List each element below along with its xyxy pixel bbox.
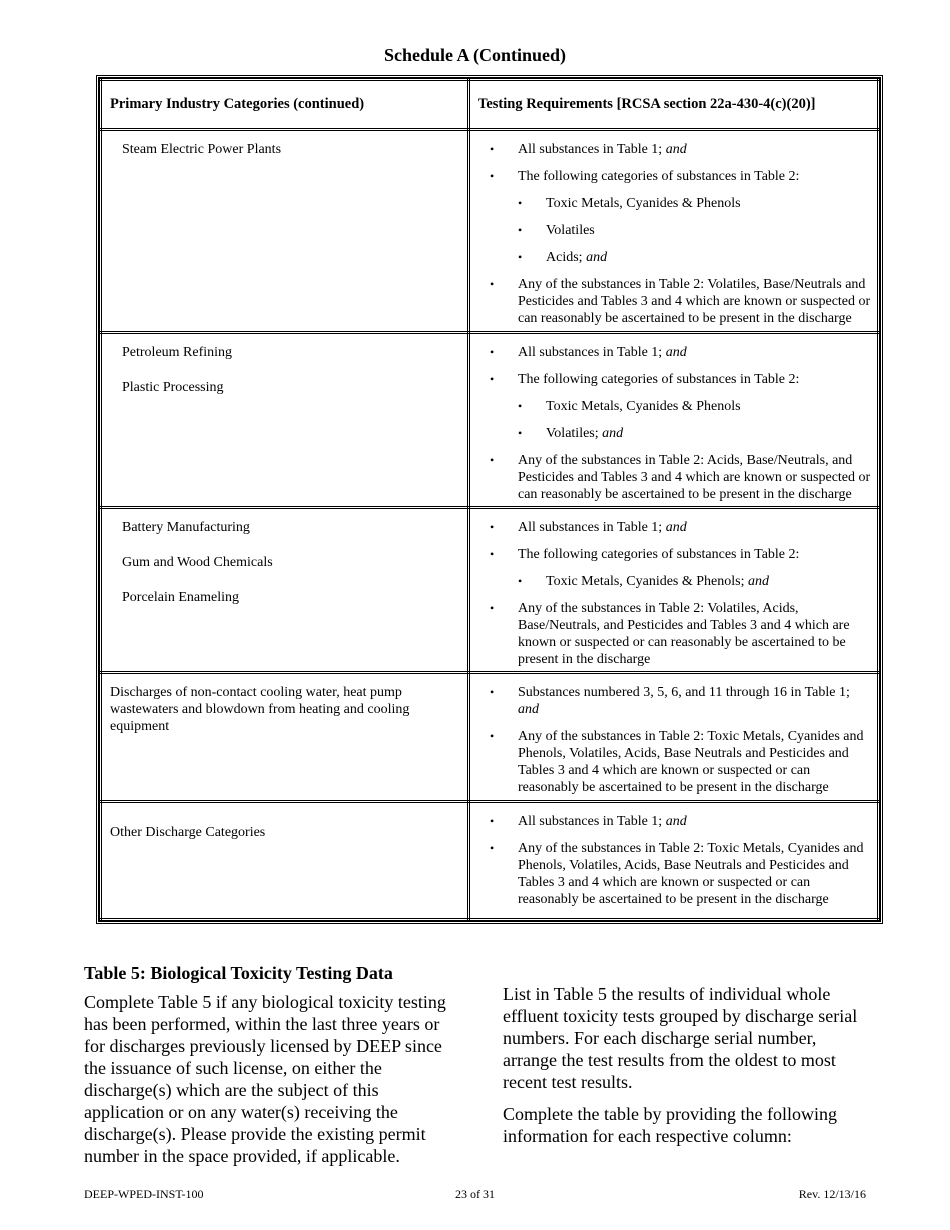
requirement-main-text: Any of the substances in Table 2: Volatiles, Base/Neutrals and Pesticides and Tables 3 and 4 which are known or suspected or can reasonably be ascertained to be present in the discharge (518, 277, 871, 326)
bullet-icon: • (490, 547, 495, 561)
footer-page-number: 23 of 31 (455, 1187, 495, 1201)
requirement-main-text: All substances in Table 1; (518, 142, 666, 157)
requirement-item (518, 249, 871, 266)
industry-category: Plastic Processing (122, 380, 224, 395)
requirement-text (518, 546, 799, 563)
requirements-cell (469, 673, 879, 802)
bullet-icon: • (490, 345, 495, 359)
requirement-main-text: Toxic Metals, Cyanides & Phenols; (546, 574, 749, 589)
requirement-text (546, 573, 769, 590)
requirement-item (490, 519, 871, 536)
requirement-main-text: Toxic Metals, Cyanides & Phenols (546, 399, 741, 414)
requirement-text (546, 425, 623, 442)
category-cell (101, 130, 469, 333)
industry-category: Steam Electric Power Plants (122, 142, 282, 157)
industry-category: Porcelain Enameling (122, 590, 240, 605)
requirement-main-text: Acids; (546, 250, 587, 265)
requirement-item (518, 398, 871, 415)
requirement-main-text: All substances in Table 1; (518, 520, 666, 535)
requirement-item (490, 168, 871, 185)
table5-intro-left (84, 991, 454, 1167)
industry-category: Battery Manufacturing (122, 520, 250, 535)
bullet-icon: • (490, 729, 495, 743)
table5-right-paragraph-2: Complete the table by providing the following information for each respective column: (503, 1104, 837, 1146)
table5-heading: Table 5: Biological Toxicity Testing Data (84, 963, 393, 983)
footer-revision: Rev. 12/13/16 (798, 1187, 866, 1201)
bullet-icon: • (490, 520, 495, 534)
requirement-conjunction: and (665, 814, 687, 829)
requirement-item (518, 222, 871, 239)
bullet-icon: • (490, 372, 495, 386)
requirement-conjunction: and (586, 250, 608, 265)
category-cell (101, 673, 469, 802)
requirements-cell (469, 508, 879, 673)
requirement-text (546, 195, 741, 212)
requirement-text (518, 276, 871, 327)
requirement-text (518, 600, 871, 668)
requirement-main-text: The following categories of substances in Table 2: (518, 169, 800, 184)
bullet-icon: • (518, 223, 523, 237)
requirement-conjunction: and (665, 520, 687, 535)
requirement-main-text: The following categories of substances in Table 2: (518, 372, 800, 387)
industry-category: Gum and Wood Chemicals (122, 555, 273, 570)
table-row (101, 508, 879, 673)
requirement-main-text: The following categories of substances in Table 2: (518, 547, 800, 562)
industry-category: Discharges of non-contact cooling water, heat pump wastewaters and blowdown from heating and cooling equipment (110, 685, 410, 734)
requirement-main-text: Any of the substances in Table 2: Volatiles, Acids, Base/Neutrals, and Pesticides and Tables 3 and 4 which are known or suspected or can reasonably be ascertained to be present in the discharge (518, 601, 850, 667)
table-row (101, 130, 879, 333)
bullet-icon: • (518, 399, 523, 413)
table5-left-paragraph: Complete Table 5 if any biological toxicity testing has been performed, within the last three years or for discharges previously licensed by DEEP since the issuance of such license, on either the discharge(s) which are the subject of this application or on any water(s) receiving the discharge(s). Please provide the existing permit number in the space provided, if applicable. (84, 992, 446, 1166)
schedule-title: Schedule A (Continued) (383, 45, 567, 65)
requirement-item (490, 452, 871, 503)
requirement-item (490, 600, 871, 668)
category-cell (101, 802, 469, 920)
requirement-main-text: Any of the substances in Table 2: Toxic Metals, Cyanides and Phenols, Volatiles, Acids, Base Neutrals and Pesticides and Tables 3 and 4 which are known or suspected or can reasonably be ascertained to be present in the discharge (518, 729, 864, 795)
requirement-main-text: Toxic Metals, Cyanides & Phenols (546, 196, 741, 211)
bullet-icon: • (490, 685, 495, 699)
requirement-main-text: Any of the substances in Table 2: Toxic Metals, Cyanides and Phenols, Volatiles, Acids, Base Neutrals and Pesticides and Tables 3 and 4 which are known or suspected or can reasonably be ascertained to be present in the discharge (518, 841, 864, 907)
requirement-text (518, 813, 687, 830)
bullet-icon: • (490, 841, 495, 855)
header-requirements: Testing Requirements [RCSA section 22a-430-4(c)(20)] (469, 80, 879, 130)
requirement-conjunction: and (518, 702, 539, 717)
requirement-text (518, 371, 799, 388)
requirement-conjunction: and (665, 345, 687, 360)
schedule-table (96, 75, 883, 924)
requirement-text (546, 249, 607, 266)
requirement-item (490, 840, 871, 908)
requirement-text (546, 398, 741, 415)
requirement-text (518, 141, 687, 158)
requirement-main-text: All substances in Table 1; (518, 345, 666, 360)
requirement-text (518, 684, 871, 718)
header-categories: Primary Industry Categories (continued) (101, 80, 469, 130)
bullet-icon: • (490, 277, 495, 291)
requirement-main-text: Volatiles; (546, 426, 603, 441)
requirement-text (518, 168, 799, 185)
requirement-item (490, 728, 871, 796)
requirement-item (490, 684, 871, 718)
requirements-cell (469, 333, 879, 508)
requirement-item (518, 195, 871, 212)
requirement-item (490, 546, 871, 563)
requirements-cell (469, 802, 879, 920)
requirement-text (518, 728, 871, 796)
bullet-icon: • (490, 601, 495, 615)
footer-doc-id: DEEP-WPED-INST-100 (84, 1187, 204, 1201)
table5-intro-right (503, 983, 873, 1157)
bullet-icon: • (490, 142, 495, 156)
requirement-item (490, 813, 871, 830)
bullet-icon: • (518, 250, 523, 264)
table-header-row (101, 80, 879, 130)
requirement-conjunction: and (665, 142, 687, 157)
bullet-icon: • (490, 453, 495, 467)
requirement-item (518, 573, 871, 590)
requirement-main-text: Any of the substances in Table 2: Acids, Base/Neutrals, and Pesticides and Tables 3 and 4 which are known or suspected or can reasonably be ascertained to be present in the discharge (518, 453, 871, 502)
industry-category: Petroleum Refining (122, 345, 233, 360)
requirement-conjunction: and (602, 426, 624, 441)
bullet-icon: • (518, 426, 523, 440)
requirement-conjunction: and (748, 574, 770, 589)
requirement-main-text: Volatiles (546, 223, 595, 238)
bullet-icon: • (490, 814, 495, 828)
table-row (101, 333, 879, 508)
bullet-icon: • (518, 196, 523, 210)
requirements-cell (469, 130, 879, 333)
table-row (101, 802, 879, 920)
category-cell (101, 508, 469, 673)
requirement-item (490, 344, 871, 361)
requirement-main-text: Substances numbered 3, 5, 6, and 11 through 16 in Table 1; (518, 685, 850, 700)
requirement-text (546, 222, 595, 239)
industry-category: Other Discharge Categories (110, 825, 266, 840)
bullet-icon: • (490, 169, 495, 183)
requirement-item (490, 276, 871, 327)
table5-right-paragraph-1: List in Table 5 the results of individual whole effluent toxicity tests grouped by discharge serial numbers. For each discharge serial number, arrange the test results from the oldest to most recent test results. (503, 984, 858, 1092)
table-row (101, 673, 879, 802)
requirement-item (490, 371, 871, 388)
requirement-text (518, 519, 687, 536)
requirement-text (518, 452, 871, 503)
requirement-text (518, 344, 687, 361)
category-cell (101, 333, 469, 508)
requirement-item (518, 425, 871, 442)
requirement-text (518, 840, 871, 908)
requirement-main-text: All substances in Table 1; (518, 814, 666, 829)
requirement-item (490, 141, 871, 158)
bullet-icon: • (518, 574, 523, 588)
